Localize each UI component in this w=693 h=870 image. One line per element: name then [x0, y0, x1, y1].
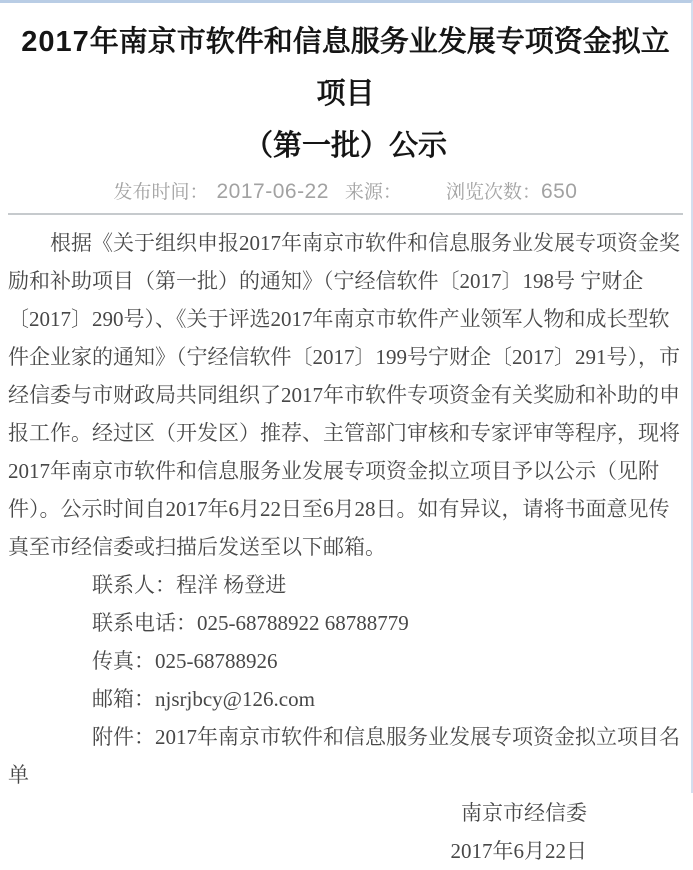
page-title-line2: （第一批）公示: [243, 130, 447, 162]
page-title-year: 2017: [21, 26, 90, 58]
views-label: 浏览次数：: [445, 182, 541, 203]
page-title-line1: [8, 16, 683, 120]
publish-time-value: 2017-06-22: [216, 180, 329, 203]
publish-time-label: 发布时间：: [113, 182, 209, 203]
signature-date: 2017年6月22日: [450, 839, 587, 863]
contact-phone-line: 联系电话：025-68788922 68788779: [92, 611, 409, 635]
email-line: 邮箱：njsrjbcy@126.com: [92, 687, 315, 711]
page-title: [8, 16, 683, 172]
signature-org: 南京市经信委: [461, 801, 587, 825]
views-count: 650: [540, 180, 578, 203]
page-title-line1-text: 年南京市软件和信息服务业发展专项资金拟立项目: [89, 26, 670, 110]
article-body: [0, 215, 691, 870]
signature-block: [8, 794, 683, 870]
attachment-line: 附件：2017年南京市软件和信息服务业发展专项资金拟立项目名单: [8, 725, 680, 787]
fax-line: 传真：025-68788926: [92, 649, 278, 673]
article-meta-bar: [8, 172, 683, 215]
announcement-paragraph: 根据《关于组织申报2017年南京市软件和信息服务业发展专项资金奖励和补助项目（第一批）的通知》（宁经信软件〔2017〕198号 宁财企〔2017〕290号）、《关于评选2017年南京市软件产业领军人物和成长型软件企业家的通知》（宁经信软件〔2017〕199号宁财企〔2017〕291号），市经信委与市财政局共同组织了2017年市软件专项资金有关奖励和补助的申报工作。经过区（开发区）推荐、主管部门审核和专家评审等程序，现将2017年南京市软件和信息服务业发展专项资金拟立项目予以公示（见附件）。公示时间自2017年6月22日至6月28日。如有异议，请将书面意见传真至市经信委或扫描后发送至以下邮箱。: [8, 231, 680, 559]
source-label: 来源：: [344, 182, 402, 203]
contact-person-line: 联系人：程洋 杨登进: [92, 573, 287, 597]
